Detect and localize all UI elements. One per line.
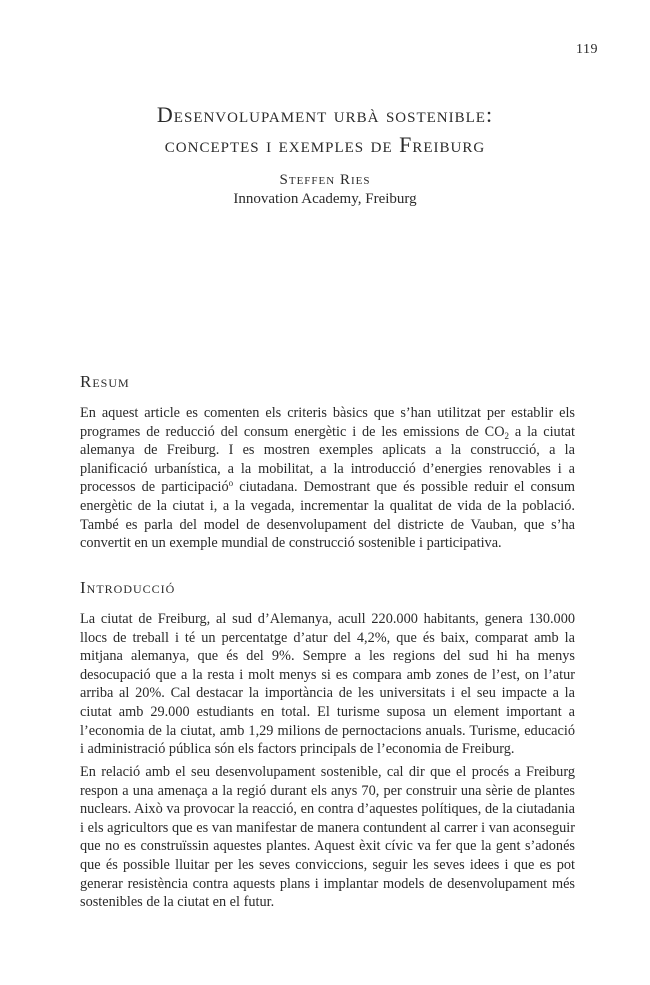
abstract-paragraph [80, 404, 575, 553]
co2-subscript: 2 [504, 430, 510, 441]
introduction-heading: Introducció [80, 578, 176, 597]
abstract-text-2: a la ciutat alemanya de Freiburg. I es mostren exemples aplicats a la construcció, a la planificació urbanística, a la mobilitat, a la introducció d’energies renovables i a processos de participació [80, 423, 575, 496]
author-name: Steffen Ries [279, 172, 371, 188]
author-affiliation: Innovation Academy, Freiburg [233, 191, 417, 207]
article-title [0, 100, 650, 160]
title-line-2: conceptes i exemples de Freiburg [164, 132, 486, 157]
abstract-text-3: ciutadana. Demostrant que és possible reduir el consum energètic de la ciutat i, a la vegada, incrementar la qualitat de vida de la població. També es parla del model de desenvolupament del districte de Vauban, que s’ha convertit en un exemple mundial de construcció sostenible i participativa. [80, 479, 575, 552]
abstract-heading: Resum [80, 372, 130, 391]
intro-paragraph-1: La ciutat de Freiburg, al sud d’Alemanya, acull 220.000 habitants, genera 130.000 llocs de treball i té un percentatge d’atur del 4,2%, que és baix, comparat amb la mitjana alemanya, que és del 9%. Sempre a les regions del sud hi ha menys desocupació que a la resta i molt menys si es compara amb zones de l’est, on l’atur arriba al 20%. Cal destacar la importància de les universitats i el seu impacte a la ciutat amb 29.000 estudiants en total. El turisme suposa un element important a l’economia de la ciutat, amb 1,29 milions de pernoctacions anuals. Turisme, educació i administració pública són els factors principals de l’economia de Freiburg. [80, 611, 575, 758]
intro-paragraph-2: En relació amb el seu desenvolupament sostenible, cal dir que el procés a Freiburg respon a una amenaça a la regió durant els anys 70, per construir una sèrie de plantes nuclears. Això va provocar la reacció, en contra d’aquestes polítiques, de la ciutadania i els agricultors que es van manifestar de manera contundent al carrer i van aconseguir que no es construïssin aquestes plantes. Aquest èxit cívic va fer que la gent s’adonés que és possible lluitar per les seves conviccions, seguir les seves idees i que es pot generar resistència contra aquests plans i implantar models de desenvolupament més sostenibles de la ciutat en el futur. [80, 764, 575, 911]
title-line-1: Desenvolupament urbà sostenible: [156, 102, 494, 127]
page-number: 119 [576, 42, 598, 57]
footnote-mark: o [228, 478, 234, 489]
abstract-text-1: En aquest article es comenten els criteris bàsics que s’han utilitzat per establir els programes de reducció del consum energètic i de les emissions de CO [80, 405, 575, 440]
